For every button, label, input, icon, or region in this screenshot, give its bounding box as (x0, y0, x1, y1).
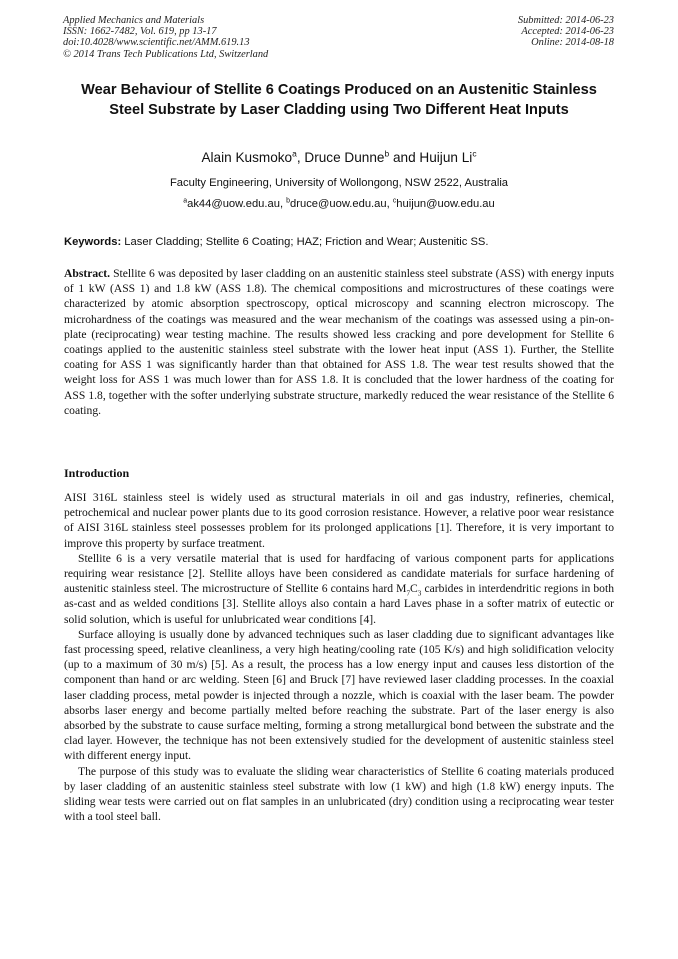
email-mark: a (183, 197, 188, 205)
email-mark: b (286, 197, 291, 205)
journal-name: Applied Mechanics and Materials (63, 15, 205, 26)
intro-p2-text: C (410, 582, 418, 596)
affiliation: Faculty Engineering, University of Wollongong, NSW 2522, Australia (169, 177, 509, 189)
abstract-label: Abstract. (64, 267, 111, 280)
author-emails (62, 198, 616, 210)
keywords (64, 236, 620, 248)
author-separator: , (296, 150, 305, 165)
keywords-label: Keywords: (64, 236, 122, 248)
intro-paragraph-3: Surface alloying is usually done by advanced techniques such as laser cladding due to significant advantages like fast processing speed, relative cleanliness, a very high heating/cooling rate (105 K/s) and high solidification velocity (up to a maximum of 30 m/s) [5]. As a result, the process has a low energy input and causes less distortion of the component than hand or arc welding. Steen [6] and Bruck [7] have reviewed laser cladding processes. In the coaxial laser cladding process, metal powder is injected through a nozzle, which is coaxial with the laser beam. The powder absorbs laser energy and become partially melted before reaching the substrate. Part of the laser energy is also absorbed by the substrate to cause surface melting, forming a strong metallurgical bond between the substrate and the clad layer. However, the technique has not been extensively studied for the development of austenitic stainless steel with different energy input. (64, 627, 614, 763)
intro-paragraph-1: AISI 316L stainless steel is widely used as structural materials in oil and gas industry, refineries, chemical, petrochemical and nuclear power plants due to its good corrosion resistance. However, a relative poor wear resistance of AISI 316L stainless steel possesses problem for its prolonged applications [1]. Therefore, it is very important to improve this property by surface treatment. (64, 491, 614, 550)
journal-doi: doi:10.4028/www.scientific.net/AMM.619.13 (63, 37, 250, 49)
author-name: Alain Kusmoko (201, 150, 293, 165)
date-accepted: Accepted: 2014-06-23 (521, 26, 614, 38)
keywords-text: Laser Cladding; Stellite 6 Coating; HAZ; Friction and Wear; Austenitic SS. (121, 236, 489, 248)
author-separator: and (389, 150, 420, 165)
abstract-text: Stellite 6 was deposited by laser cladding on an austenitic stainless steel substrate (ASS) with energy inputs of 1 kW (ASS 1) and 1.8 kW (ASS 1.8). The chemical compositions and microstructures of these coatings were characterized by atomic absorption spectroscopy, optical microscopy and scanning electron microscopy. The microhardness of the coatings was measured and the wear mechanism of the coatings was assessed using a pin-on-plate (reciprocating) wear testing machine. The results showed less cracking and pore development for Stellite 6 coatings applied to the austenitic stainless steel substrate with the lower heat input (ASS 1). Further, the Stellite coating for ASS 1 was significantly harder than that obtained for ASS 1.8. The wear test results showed that the weight loss for ASS 1 was much lower than for ASS 1.8. It is concluded that the lower hardness of the coating for ASS 1.8, together with the softer underlying substrate structure, markedly reduced the wear resistance of the Stellite 6 coating. (64, 267, 614, 417)
journal-info (63, 15, 268, 60)
email-link[interactable]: ak44@uow.edu.au, (187, 198, 287, 210)
paper-title: Wear Behaviour of Stellite 6 Coatings Produced on an Austenitic Stainless Steel Substrate by Laser Cladding using Two Different Heat Inputs (81, 82, 597, 118)
author-name: Huijun Li (419, 150, 473, 165)
date-online: Online: 2014-08-18 (531, 37, 614, 49)
author-list (62, 150, 616, 165)
author-affil-mark: b (384, 148, 390, 159)
author-affil-mark: c (472, 148, 477, 159)
formula-subscript: 3 (417, 589, 422, 598)
author-name: Druce Dunne (304, 150, 385, 165)
intro-paragraph-2 (64, 551, 614, 627)
journal-issn: ISSN: 1662-7482, Vol. 619, pp 13-17 (63, 26, 217, 38)
intro-paragraph-4: The purpose of this study was to evaluate the sliding wear characteristics of Stellite 6 coating materials produced by laser cladding of an austenitic stainless steel substrate with low (1 kW) and high (1.8 kW) energy inputs. The sliding wear tests were carried out on flat samples in an unlubricated (dry) condition using a reciprocating wear tester with a tool steel ball. (64, 764, 614, 824)
submission-dates (518, 15, 614, 49)
intro-p2-text: carbides in interdendritic regions in both as-cast and as welded conditions [3]. Stellite alloys also contain a hard Laves phase in a softer matrix of eutectic or solid solution, which is useful for unlubricated wear conditions [4]. (64, 582, 614, 626)
journal-copyright: © 2014 Trans Tech Publications Ltd, Switzerland (63, 48, 269, 60)
email-mark: c (392, 197, 397, 205)
formula-subscript: 7 (406, 589, 411, 598)
date-submitted: Submitted: 2014-06-23 (517, 15, 614, 26)
abstract (64, 266, 614, 418)
email-link[interactable]: huijun@uow.edu.au (396, 198, 495, 210)
email-link[interactable]: druce@uow.edu.au, (290, 198, 393, 210)
author-affil-mark: a (292, 148, 297, 159)
intro-p2-text: Stellite 6 is a very versatile material that is used for hardfacing of various component parts for applications requiring wear resistance [2]. Stellite alloys have been considered as candidate materials for surface hardening of austenitic stainless steel. The microstructure of Stellite 6 contains hard M (64, 551, 614, 596)
section-heading-introduction: Introduction (64, 466, 130, 480)
introduction-body (64, 490, 614, 824)
